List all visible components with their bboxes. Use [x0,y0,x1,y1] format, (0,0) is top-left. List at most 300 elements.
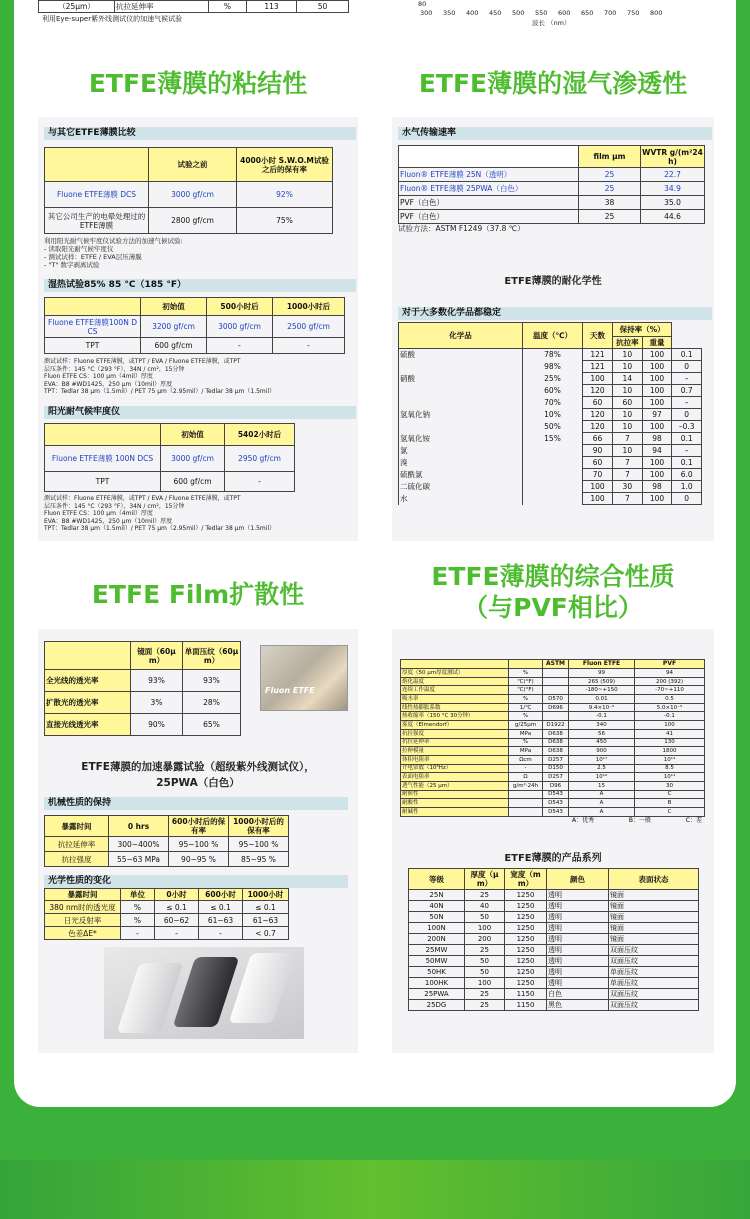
x-tick: 350 [443,9,456,17]
mechanical-title: 机械性质的保持 [44,797,348,810]
cell: D638 [543,729,569,738]
cell: – [672,397,702,409]
table-row [409,945,699,956]
row-label: 其它公司生产的电晕处理过的ETFE薄膜 [45,208,149,234]
adhesion-image [38,117,358,541]
cell: 0.5 [635,695,705,704]
row-label: 色差ΔE* [45,927,121,940]
optical-table [44,888,289,940]
cell [523,493,583,505]
adhesion-note-2: 测试试样：Fluone ETFE薄膜，或TPT / EVA / Fluone ETFE薄膜，或TPT 层压条件：145 °C（293 °F），34N / cm²，15分钟 Fluon ETFE CS：100 μm（4mil）厚度 EVA：B8 #WD1425，250 μm（10mil）厚度 TPT：Tedlar 38 μm（1.5mil）/ PET 75 μm（2.95mil）/ Tedlar 38 μm（1.5mil） [44,358,276,395]
cell: ≤ 0.1 [199,901,243,914]
cell: 0.01 [569,695,635,704]
cell: 75% [237,208,333,234]
row-label: 连续工作温度 [401,686,509,695]
table-row [399,433,702,445]
row-label [399,385,523,397]
cell: 60 [613,397,643,409]
cell: - [121,927,155,940]
cell: D96 [543,781,569,790]
col-header: 等级 [409,869,465,890]
row-label: 耐碱性 [401,808,509,817]
cell: 1250 [505,934,547,945]
col-header: 0小时 [155,889,199,901]
cell: 25 [465,989,505,1000]
row-label: 透气性能（25 μm） [401,781,509,790]
table-row [399,445,702,457]
row-label: 40N [409,901,465,912]
col-header: 4000小时 S.W.O.M试验 之后的保有率 [237,148,333,182]
cell: – [672,373,702,385]
cell: ℃(°F) [509,677,543,686]
cell: 90% [131,714,183,736]
col-header: 600小时后的保有率 [169,816,229,837]
row-label: 25N [409,890,465,901]
cell: 10¹⁴ [635,755,705,764]
cell: 7 [613,469,643,481]
table-row [399,421,702,433]
x-tick: 800 [650,9,663,17]
cell [523,469,583,481]
col-header: 宽度（mm） [505,869,547,890]
cell: D570 [543,695,569,704]
cell: 61~63 [199,914,243,927]
cell: 双面压纹 [609,989,699,1000]
x-tick: 450 [489,9,502,17]
col-header: 保持率（%） [613,323,672,337]
cell: A [569,808,635,817]
cell: 1/℃ [509,703,543,712]
row-label: 抗拉延伸率 [45,837,109,852]
top-cell: % [209,1,247,13]
cell: 镜面 [609,923,699,934]
cell: 透明 [547,967,609,978]
cell: 94 [642,445,672,457]
cell: 56 [569,729,635,738]
cell: A [569,799,635,808]
table-row [401,677,705,686]
col-header: 5402小时后 [225,424,295,446]
row-label: 吸水率 [401,695,509,704]
cell: 6.0 [672,469,702,481]
top-left-image [38,0,358,30]
cell: 透明 [547,890,609,901]
row-label: PVF（白色） [399,196,579,210]
wvtr-title: 水气传输速率 [398,127,712,140]
cell: 10 [613,409,643,421]
cell: 100 [642,469,672,481]
row-label: 50MW [409,956,465,967]
moisture-image [392,117,714,541]
cell: 7 [613,493,643,505]
x-tick: 750 [627,9,640,17]
row-label: TPT [45,338,141,354]
cell: 透明 [547,978,609,989]
cell: 121 [583,361,613,373]
cell: 镜面 [609,912,699,923]
cell: 0 [672,409,702,421]
cell: 85~95 % [229,852,289,867]
table-row [401,695,705,704]
cell: 双面压纹 [609,945,699,956]
cell: 1250 [505,890,547,901]
cell: 透明 [547,901,609,912]
table-row [409,978,699,989]
cell: 50% [523,421,583,433]
top-cell: 抗拉延伸率 [115,1,209,13]
table-row [399,373,702,385]
cell: 0.1 [672,433,702,445]
col-header: 颜色 [547,869,609,890]
cell: 99 [569,669,635,678]
cell: 1.0 [672,481,702,493]
row-label: 溴 [399,457,523,469]
row-label: 拉伸模量 [401,747,509,756]
cell: 透明 [547,923,609,934]
optical-title: 光学性质的变化 [44,875,348,888]
cell: 130 [635,738,705,747]
properties-legend [572,815,702,824]
cell: 2950 gf/cm [225,446,295,472]
cell: -0.1 [569,712,635,721]
row-label: Fluone ETFE薄膜100N DCS [45,316,141,338]
table-row [409,1000,699,1011]
cell: 10¹⁷ [569,755,635,764]
cell: 25 [579,182,641,196]
row-label: 抗拉延伸率 [401,738,509,747]
chem-table [398,322,702,505]
cell: 65% [183,714,241,736]
cell: 100 [642,397,672,409]
cell: 97 [642,409,672,421]
cell: 100 [642,457,672,469]
cell: 0 [672,493,702,505]
cell [523,457,583,469]
cell: 120 [583,421,613,433]
row-label: 体积电阻率 [401,755,509,764]
y-tick: 80 [418,0,427,8]
heading-general-b: （与PVF相比） [463,593,643,622]
properties-image [392,629,714,1053]
row-label: 380 nm时的透光度 [45,901,121,914]
cell: 100 [642,373,672,385]
cell: 1150 [505,989,547,1000]
cell: % [509,738,543,747]
cell: – [672,445,702,457]
cell: 60 [583,397,613,409]
row-label: 热收缩率（150 °C 30分钟） [401,712,509,721]
cell: - [225,472,295,492]
row-label: 氯 [399,445,523,457]
cell: 25 [579,210,641,224]
cell: 22.7 [641,168,705,182]
cell: 10 [613,349,643,361]
row-label: 抗拉强度 [401,729,509,738]
product-series-table [408,868,699,1011]
cell [543,669,569,678]
cell: 3% [131,692,183,714]
row-label: 扩散光的透光率 [45,692,131,714]
adhesion-note-3: 测试试样：Fluone ETFE薄膜，或TPT / EVA / Fluone ETFE薄膜，或TPT 层压条件：145 °C（293 °F），34N / cm²，15分钟 Fluon ETFE CS：100 μm（4mil）厚度 EVA：B8 #WD1425，250 μm（10mil）厚度 TPT：Tedlar 38 μm（1.5mil）/ PET 75 μm（2.95mil）/ Tedlar 38 μm（1.5mil） [44,495,276,532]
row-label: 50N [409,912,465,923]
cell: 0.1 [672,457,702,469]
cell: % [509,695,543,704]
cell: 15 [569,781,635,790]
row-label: 25PWA [409,989,465,1000]
cell: 95~100 % [169,837,229,852]
col-header: 1000小时 [243,889,289,901]
row-label: 介电常数（10⁶Hz） [401,764,509,773]
legend-item: C：差 [685,817,702,824]
cell: 340 [569,721,635,730]
chem-title: ETFE薄膜的耐化学性 [504,276,602,287]
x-tick: 300 [420,9,433,17]
cell: 1150 [505,1000,547,1011]
row-label [399,361,523,373]
table-row [399,481,702,493]
row-label: 全光线的透光率 [45,670,131,692]
x-tick: 550 [535,9,548,17]
cell: 28% [183,692,241,714]
cell: ℃(°F) [509,686,543,695]
cell: 单面压纹 [609,967,699,978]
table-row [401,790,705,799]
row-label: 二硫化碳 [399,481,523,493]
cell: -70~+110 [635,686,705,695]
table-row [409,923,699,934]
heading-general-a: ETFE薄膜的综合性质 [431,562,675,591]
cell: 100 [642,493,672,505]
row-label: 日光反射率 [45,914,121,927]
cell: 50 [465,967,505,978]
cell: D1922 [543,721,569,730]
table-row [409,912,699,923]
top-right-chart [392,0,714,30]
cell: 35.0 [641,196,705,210]
cell: 100 [465,923,505,934]
cell: 450 [569,738,635,747]
cell: D150 [543,764,569,773]
cell: 2800 gf/cm [149,208,237,234]
cell: - [273,338,345,354]
cell [509,799,543,808]
cell: C [635,790,705,799]
x-tick: 650 [581,9,594,17]
cell: –0.3 [672,421,702,433]
cell: ≤ 0.1 [243,901,289,914]
table-row [401,781,705,790]
cell: 100 [642,361,672,373]
table-row [401,703,705,712]
wvtr-table [398,145,705,224]
cell: 10 [613,445,643,457]
cell: D257 [543,755,569,764]
sunshine-title: 阳光耐气候牢度仪 [44,406,356,419]
row-label: 硫酸 [399,349,523,361]
cell: 镜面 [609,901,699,912]
cell: 600 gf/cm [141,338,207,354]
cell: 10% [523,409,583,421]
cell: 600 gf/cm [161,472,225,492]
mechanical-table [44,815,289,867]
top-note: 利用Eye-super紫外线测试仪的加速气候试验 [42,15,183,23]
table-row [399,409,702,421]
cell: 30 [613,481,643,493]
cell: 3000 gf/cm [207,316,273,338]
row-label [399,421,523,433]
cell [543,712,569,721]
row-label: Fluone ETFE薄膜 DCS [45,182,149,208]
x-axis-label: 波长 （nm） [532,19,571,27]
adhesion-table-1 [44,147,333,234]
row-label: 50HK [409,967,465,978]
row-label: 线性热膨胀系数 [401,703,509,712]
cell: 黑色 [547,1000,609,1011]
table-row [401,686,705,695]
cell: C [635,808,705,817]
cell: - [155,927,199,940]
col-header: ASTM [543,660,569,669]
table-row [399,349,702,361]
fluon-logo: Fluon ETFE [265,686,315,695]
cell: 98 [642,433,672,445]
col-header: 温度（℃） [523,323,583,349]
row-label: 抗拉强度 [45,852,109,867]
col-header: 500小时后 [207,298,273,316]
row-label: 厚度（50 μm厚度测试） [401,669,509,678]
cell: 双面压纹 [609,1000,699,1011]
row-label: 25MW [409,945,465,956]
cell: 200 [465,934,505,945]
table-row [401,712,705,721]
table-row [399,493,702,505]
row-label: 100HK [409,978,465,989]
col-header: 初始值 [161,424,225,446]
cell: 41 [635,729,705,738]
top-table [38,0,349,13]
cell: 3200 gf/cm [141,316,207,338]
bottom-band [0,1160,750,1219]
table-row [401,729,705,738]
col-header: 表面状态 [609,869,699,890]
cell: 10 [613,421,643,433]
damp-heat-title: 湿热试验85% 85 °C（185 °F） [44,279,356,292]
cell: 120 [583,409,613,421]
product-series-title: ETFE薄膜的产品系列 [504,853,602,864]
cell: 透明 [547,934,609,945]
cell: 9.4×10⁻⁵ [569,703,635,712]
col-header: 暴露时间 [45,889,121,901]
cell: 1250 [505,945,547,956]
cell: 镜面 [609,934,699,945]
cell: Ωcm [509,755,543,764]
cell: 透明 [547,912,609,923]
row-label: 氢氧化铵 [399,433,523,445]
col-header: 0 hrs [109,816,169,837]
cell: 100 [642,421,672,433]
cell: D638 [543,738,569,747]
cell: D543 [543,808,569,817]
cell: 25% [523,373,583,385]
cell: 100 [583,373,613,385]
cell [543,677,569,686]
cell: 透明 [547,945,609,956]
col-header: 单位 [121,889,155,901]
row-label: Fluon® ETFE薄膜 25N（透明） [399,168,579,182]
col-header: Fluon ETFE [569,660,635,669]
row-label: 氢氧化钠 [399,409,523,421]
adhesion-section-title: 与其它ETFE薄膜比较 [44,127,356,140]
cell: 25 [465,890,505,901]
cell: 1250 [505,967,547,978]
row-label: 耐候性 [401,790,509,799]
cell: 265 (509) [569,677,635,686]
cell: 白色 [547,989,609,1000]
cell: 10 [613,385,643,397]
table-row [409,901,699,912]
cell: 98 [642,481,672,493]
cell [509,808,543,817]
cell: 15% [523,433,583,445]
wvtr-method: 试验方法：ASTM F1249（37.8 ℃） [398,224,525,233]
row-label: 100N [409,923,465,934]
cell: 93% [183,670,241,692]
cell: 300~400% [109,837,169,852]
table-row [401,669,705,678]
adhesion-table-3 [44,423,295,492]
cell: 100 [583,481,613,493]
cell: 1250 [505,978,547,989]
cell: 100 [635,721,705,730]
cell: 900 [569,747,635,756]
cell: 120 [583,385,613,397]
row-label: 耐酸性 [401,799,509,808]
cell: 55~63 MPa [109,852,169,867]
col-header: 厚度（μm） [465,869,505,890]
col-header: 天数 [583,323,613,349]
cell: - [509,764,543,773]
cell: MPa [509,729,543,738]
diffusion-caption-2: 25PWA（白色） [156,777,240,789]
table-row [401,773,705,782]
cell: 1250 [505,923,547,934]
chem-section-title: 对于大多数化学品都稳定 [398,307,712,320]
cell: 38 [579,196,641,210]
cell: 1800 [635,747,705,756]
cell: - [207,338,273,354]
cell: 50 [465,956,505,967]
cell: - [199,927,243,940]
row-label: 硝酸 [399,373,523,385]
cell: -180~+150 [569,686,635,695]
col-header: 试验之前 [149,148,237,182]
col-header: film μm [579,146,641,168]
x-tick: 700 [604,9,617,17]
cell: 2500 gf/cm [273,316,345,338]
cell: 25 [465,1000,505,1011]
cell: 25 [579,168,641,182]
cell: 3000 gf/cm [161,446,225,472]
cell: D638 [543,747,569,756]
row-label: 熔化温度 [401,677,509,686]
cell: 100 [465,978,505,989]
cell: % [121,901,155,914]
table-row [399,361,702,373]
cell: 单面压纹 [609,978,699,989]
cell: 66 [583,433,613,445]
properties-table [400,659,705,817]
cell: 60 [583,457,613,469]
